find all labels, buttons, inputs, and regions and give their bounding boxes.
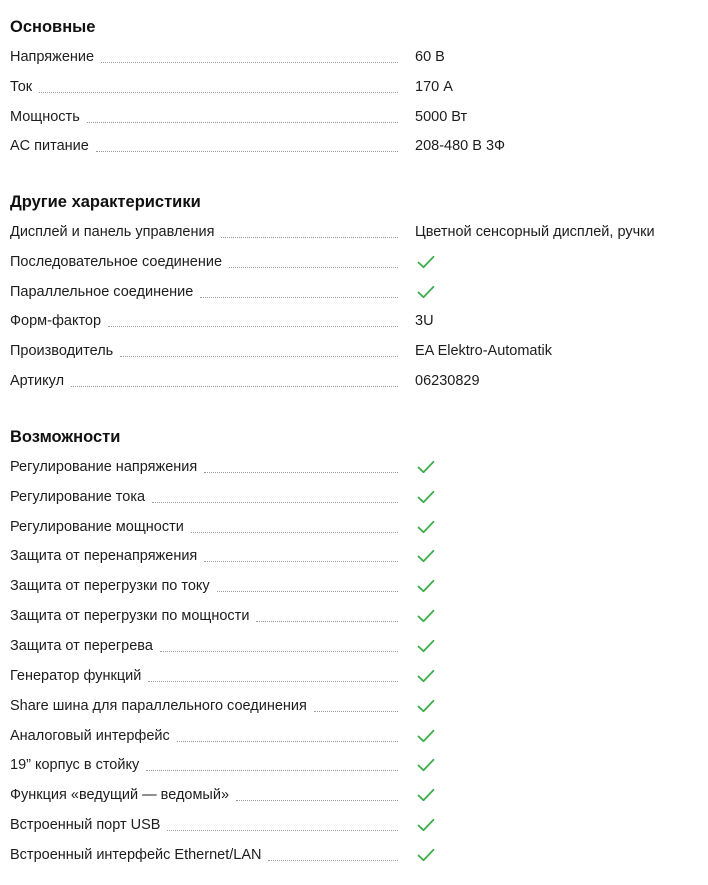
spec-label: Форм-фактор <box>10 313 102 330</box>
spec-label-wrap <box>10 755 408 775</box>
check-icon <box>416 578 436 594</box>
spec-value: EA Elektro-Automatik <box>415 343 552 360</box>
spec-label-wrap <box>10 546 408 566</box>
spec-row <box>10 691 700 721</box>
dotted-leader <box>148 680 398 682</box>
spec-row <box>10 482 700 512</box>
dotted-leader <box>39 91 398 93</box>
spec-value: 208-480 В 3Ф <box>415 138 506 155</box>
spec-label: Производитель <box>10 343 114 360</box>
spec-label: Регулирование напряжения <box>10 458 198 475</box>
section-title: Основные <box>10 18 96 36</box>
spec-row <box>10 721 700 751</box>
dotted-leader <box>101 61 398 63</box>
check-icon <box>416 638 436 654</box>
spec-row <box>10 247 700 277</box>
check-icon <box>416 608 436 624</box>
check-icon <box>416 489 436 505</box>
check-icon <box>416 459 436 475</box>
spec-label: Дисплей и панель управления <box>10 223 215 240</box>
section-features <box>10 426 700 870</box>
spec-row <box>10 780 700 810</box>
spec-label-wrap <box>10 457 408 477</box>
spec-label-wrap <box>10 47 408 67</box>
spec-row <box>10 750 700 780</box>
spec-row <box>10 452 700 482</box>
dotted-leader <box>108 325 398 327</box>
spec-row <box>10 307 700 337</box>
dotted-leader <box>221 236 398 238</box>
dotted-leader <box>146 769 398 771</box>
check-icon <box>416 254 436 270</box>
spec-label: Аналоговый интерфейс <box>10 727 170 744</box>
dotted-leader <box>236 799 398 801</box>
spec-label-wrap <box>10 107 408 127</box>
section-title: Возможности <box>10 428 121 446</box>
spec-label-wrap <box>10 666 408 686</box>
spec-label: Артикул <box>10 373 65 390</box>
section-basic <box>10 16 700 161</box>
spec-row <box>10 72 700 102</box>
check-icon <box>416 284 436 300</box>
section-title: Другие характеристики <box>10 193 201 211</box>
spec-label-wrap <box>10 252 408 272</box>
spec-row <box>10 661 700 691</box>
spec-row <box>10 631 700 661</box>
spec-label-wrap <box>10 136 408 156</box>
spec-label: Ток <box>10 78 33 95</box>
dotted-leader <box>160 650 398 652</box>
check-icon <box>416 757 436 773</box>
spec-list <box>10 217 700 396</box>
dotted-leader <box>314 710 398 712</box>
spec-value: 60 В <box>415 48 445 65</box>
spec-label: Защита от перегрузки по току <box>10 578 210 595</box>
spec-label: Генератор функций <box>10 667 142 684</box>
spec-row <box>10 840 700 870</box>
spec-row <box>10 132 700 162</box>
dotted-leader <box>229 266 398 268</box>
spec-list <box>10 42 700 161</box>
spec-value: 170 А <box>415 78 453 95</box>
spec-label-wrap <box>10 696 408 716</box>
dotted-leader <box>152 501 398 503</box>
spec-label-wrap <box>10 282 408 302</box>
dotted-leader <box>204 471 398 473</box>
spec-label: Защита от перегрузки по мощности <box>10 608 250 625</box>
spec-label-wrap <box>10 726 408 746</box>
check-icon <box>416 817 436 833</box>
spec-row <box>10 42 700 72</box>
spec-label: AC питание <box>10 138 89 155</box>
dotted-leader <box>71 385 398 387</box>
spec-label-wrap <box>10 371 408 391</box>
spec-label: Встроенный порт USB <box>10 817 161 834</box>
spec-row <box>10 102 700 132</box>
check-icon <box>416 847 436 863</box>
check-icon <box>416 668 436 684</box>
dotted-leader <box>217 590 398 592</box>
check-icon <box>416 787 436 803</box>
spec-label: Напряжение <box>10 48 95 65</box>
spec-label: Регулирование тока <box>10 488 146 505</box>
spec-label: Мощность <box>10 108 80 125</box>
spec-row <box>10 336 700 366</box>
spec-label-wrap <box>10 785 408 805</box>
spec-label: Параллельное соединение <box>10 283 194 300</box>
spec-label-wrap <box>10 311 408 331</box>
spec-label: Функция «ведущий — ведомый» <box>10 787 230 804</box>
spec-value: 5000 Вт <box>415 108 468 125</box>
spec-label-wrap <box>10 77 408 97</box>
dotted-leader <box>87 121 398 123</box>
spec-row <box>10 512 700 542</box>
dotted-leader <box>120 355 398 357</box>
check-icon <box>416 698 436 714</box>
spec-row <box>10 810 700 840</box>
spec-row <box>10 217 700 247</box>
dotted-leader <box>200 296 398 298</box>
spec-label-wrap <box>10 487 408 507</box>
spec-row <box>10 277 700 307</box>
spec-label: Регулирование мощности <box>10 518 184 535</box>
spec-label: Последовательное соединение <box>10 253 223 270</box>
spec-label: Защита от перенапряжения <box>10 548 198 565</box>
spec-value: Цветной сенсорный дисплей, ручки <box>415 223 655 240</box>
spec-label: Защита от перегрева <box>10 637 153 654</box>
section-other-specs <box>10 191 700 396</box>
dotted-leader <box>177 740 398 742</box>
dotted-leader <box>268 859 398 861</box>
spec-label-wrap <box>10 636 408 656</box>
dotted-leader <box>191 531 398 533</box>
spec-value: 3U <box>415 313 434 330</box>
spec-label-wrap <box>10 845 408 865</box>
spec-label-wrap <box>10 815 408 835</box>
dotted-leader <box>204 560 398 562</box>
spec-row <box>10 366 700 396</box>
dotted-leader <box>256 620 398 622</box>
spec-value: 06230829 <box>415 373 480 390</box>
spec-label-wrap <box>10 517 408 537</box>
check-icon <box>416 548 436 564</box>
spec-label: Встроенный интерфейс Ethernet/LAN <box>10 846 262 863</box>
check-icon <box>416 728 436 744</box>
spec-label-wrap <box>10 576 408 596</box>
spec-row <box>10 542 700 572</box>
spec-label: Share шина для параллельного соединения <box>10 697 307 714</box>
check-icon <box>416 519 436 535</box>
dotted-leader <box>96 150 398 152</box>
spec-label-wrap <box>10 341 408 361</box>
spec-list <box>10 452 700 870</box>
spec-label: 19” корпус в стойку <box>10 757 140 774</box>
spec-row <box>10 571 700 601</box>
spec-row <box>10 601 700 631</box>
dotted-leader <box>167 829 398 831</box>
spec-label-wrap <box>10 222 408 242</box>
spec-label-wrap <box>10 606 408 626</box>
